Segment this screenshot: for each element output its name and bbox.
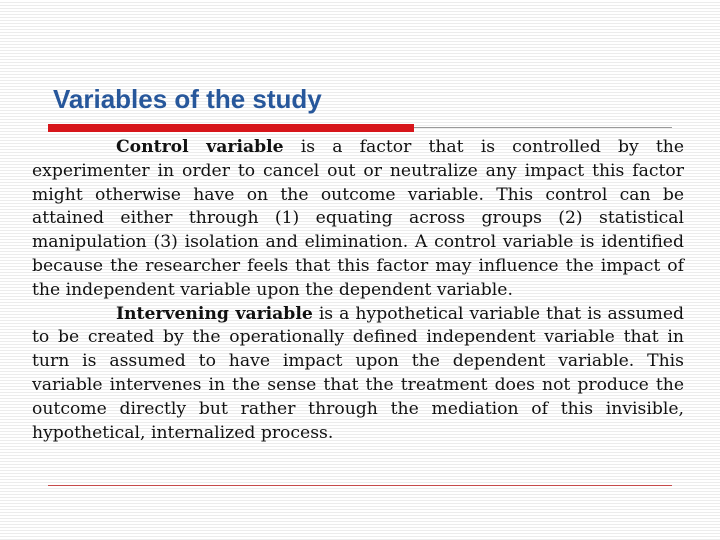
paragraph-intervening-variable (32, 303, 684, 446)
slide-title: Variables of the study (53, 84, 322, 114)
bottom-divider (48, 485, 672, 486)
term-control-variable: Control variable (116, 137, 284, 157)
term-intervening-variable: Intervening variable (116, 303, 313, 324)
slide-body (32, 136, 684, 445)
title-underline-accent (48, 124, 414, 132)
paragraph-control-variable (32, 136, 684, 303)
title-underline-thin (414, 127, 672, 128)
definition-intervening-variable: is a hypothetical variable that is assumed to be created by the operationally defined independent variable that in turn is assumed to have impact upon the dependent variable. This variable intervenes in the sense that the treatment does not produce the outcome directly but rather through the mediation of this invisible, hypothetical, internalized process. (32, 303, 684, 443)
definition-control-variable: is a factor that is controlled by the experimenter in order to cancel out or neutralize any impact this factor might otherwise have on the outcome variable. This control can be attained either through (1) equating across groups (2) statistical manipulation (3) isolation and elimination. A control variable is identified because the researcher feels that this factor may influence the impact of the independent variable upon the dependent variable. (32, 137, 684, 300)
